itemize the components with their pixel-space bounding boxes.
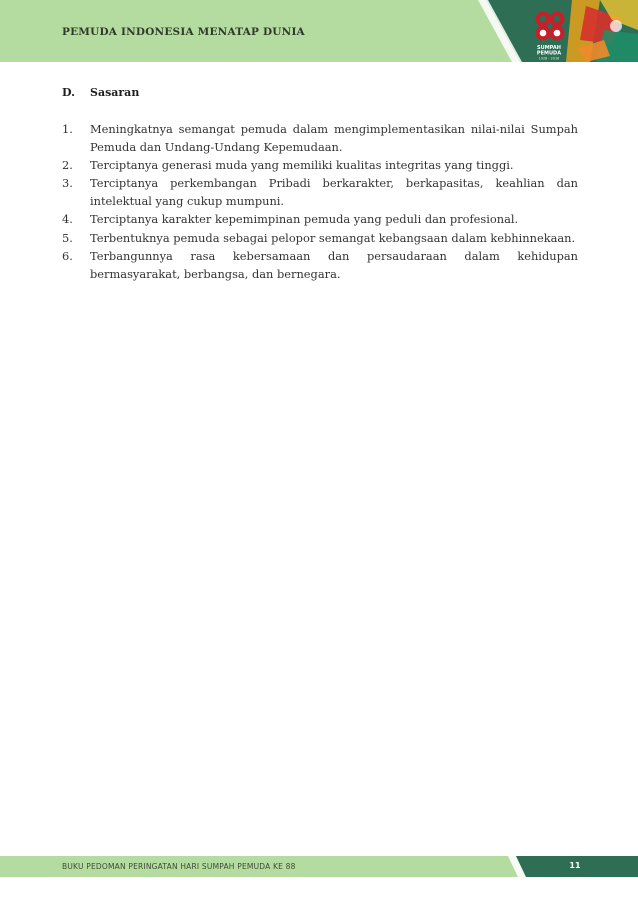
list-item <box>62 156 578 174</box>
list-item <box>62 174 578 210</box>
list-item-number: 2. <box>62 158 73 173</box>
list-item-text: Meningkatnya semangat pemuda dalam mengimplementasikan nilai-nilai Sumpah Pemuda dan Undang-Undang Kepemudaan. <box>90 122 578 155</box>
running-header-title: PEMUDA INDONESIA MENATAP DUNIA <box>62 26 305 38</box>
target-list <box>62 120 578 283</box>
list-item-text: Terbangunnya rasa kebersamaan dan persaudaraan dalam kehidupan bermasyarakat, berbangsa, dan bernegara. <box>90 248 578 281</box>
page-number: 11 <box>569 861 581 870</box>
list-item-number: 3. <box>62 176 73 191</box>
logo-line1: SUMPAH <box>537 45 561 51</box>
list-item-number: 6. <box>62 248 73 263</box>
list-item <box>62 229 578 247</box>
list-item-number: 4. <box>62 212 73 227</box>
running-footer-text: BUKU PEDOMAN PERINGATAN HARI SUMPAH PEMUDA KE 88 <box>62 862 296 871</box>
list-item-text: Terciptanya generasi muda yang memiliki kualitas integritas yang tinggi. <box>90 158 514 173</box>
logo-line2: PEMUDA <box>536 50 562 57</box>
section-title: Sasaran <box>90 86 140 99</box>
list-item-text: Terciptanya karakter kepemimpinan pemuda yang peduli dan profesional. <box>90 212 519 227</box>
list-item <box>62 210 578 228</box>
list-item-text: Terciptanya perkembangan Pribadi berkarakter, berkapasitas, keahlian dan intelektual yang cukup mumpuni. <box>90 176 578 209</box>
list-item-number: 1. <box>62 122 73 136</box>
list-item <box>62 247 578 283</box>
list-item <box>62 120 578 156</box>
section-number: D. <box>62 86 75 99</box>
list-item-text: Terbentuknya pemuda sebagai pelopor semangat kebangsaan dalam kebhinnekaan. <box>90 230 576 245</box>
list-item-number: 5. <box>62 230 73 245</box>
logo-years: 1928 - 2016 <box>538 56 560 61</box>
